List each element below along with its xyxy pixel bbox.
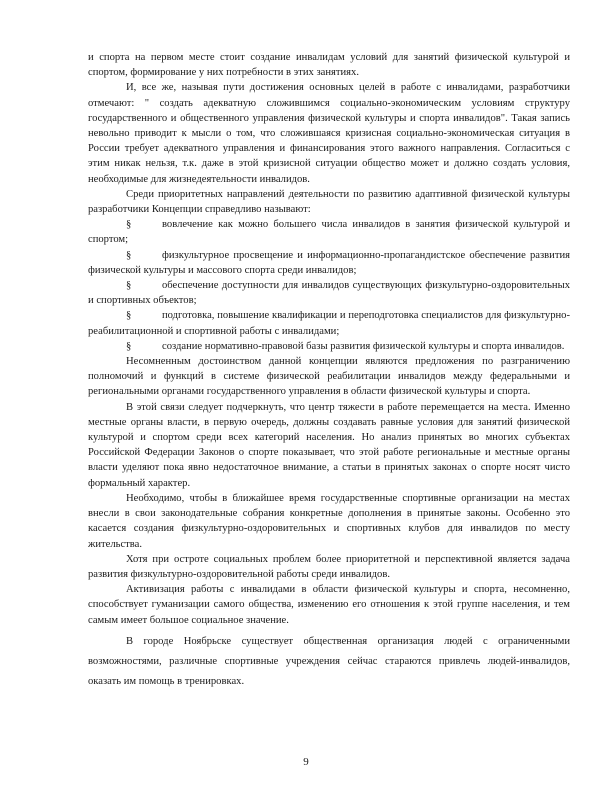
- paragraph-continuation: и спорта на первом месте стоит создание инвалидам условий для занятий физической культурой и спортом, формирование у них потребности в этих занятиях.: [88, 52, 570, 79]
- list-item-text: физкультурное просвещение и информационно-пропагандистское обеспечение развития физической культуры и массового спорта среди инвалидов;: [88, 249, 570, 276]
- list-item: [88, 308, 570, 338]
- list-item-text: обеспечение доступности для инвалидов существующих физкультурно-оздоровительных и спортивных объектов;: [88, 280, 570, 307]
- list-item: [88, 278, 570, 308]
- section-sign: §: [126, 249, 132, 261]
- list-item: [88, 339, 570, 354]
- paragraph: Необходимо, чтобы в ближайшее время государственные спортивные организации на местах внесли в свои законодательные собрания конкретные дополнения в принятые законы. Особенно это касается создания физкультурно-оздоровительных и спортивных клубов для инвалидов по месту жительства.: [88, 492, 570, 550]
- paragraph: Несомненным достоинством данной концепции являются предложения по разграничению полномочий и функций в системе физической реабилитации инвалидов между федеральными и региональными органами государственного управления в области физической культуры и спорта.: [88, 356, 570, 398]
- paragraph: Среди приоритетных направлений деятельности по развитию адаптивной физической культуры разработчики Концепции справедливо называют:: [88, 188, 570, 216]
- list-item: [88, 248, 570, 278]
- list-item: [88, 217, 570, 247]
- body-text: [88, 50, 570, 692]
- paragraph: Хотя при остроте социальных проблем более приоритетной и перспективной является задача развития физкультурно-оздоровительной работы среди инвалидов.: [88, 553, 570, 580]
- list-item-text: вовлечение как можно большего числа инвалидов в занятия физической культурой и спортом;: [88, 219, 570, 246]
- paragraph: В этой связи следует подчеркнуть, что центр тяжести в работе перемещается на места. Именно местные органы власти, в первую очередь, должны создавать равные условия для занятий физической культурой и спортом среди всех категорий населения. Но анализ принятых во многих субъектах Российской Федерации Законов о спорте показывает, что этой работе региональные и местные органы власти уделяют пока явно недостаточное внимание, а статьи в принятых законах о спорте носят чисто формальный характер.: [88, 401, 570, 489]
- section-sign: §: [126, 340, 132, 352]
- page-number: 9: [303, 756, 309, 768]
- section-sign: §: [126, 280, 132, 292]
- list-item-text: подготовка, повышение квалификации и переподготовка специалистов для физкультурно-реабилитационной и спортивной работы с инвалидами;: [88, 310, 570, 337]
- paragraph: И, все же, называя пути достижения основных целей в работе с инвалидами, разработчики отмечают: " создать адекватную сложившимся социально-экономическим условиям структуру государственного и общественного управления физической культуры и спорта инвалидов". Такая запись невольно приводит к мысли о том, что сложившаяся кризисная социально-экономическая ситуация в России требует адекватного управления и финансирования этого важного направления. Согласиться с этим никак нельзя, т.к. даже в этой кризисной ситуации общество может и должно создать условия, необходимые для жизнедеятельности инвалидов.: [88, 82, 570, 185]
- section-sign: §: [126, 219, 132, 231]
- section-sign: §: [126, 310, 132, 322]
- paragraph: В городе Ноябрьске существует общественная организация людей с ограниченными возможностями, различные спортивные учреждения сейчас стараются привлечь людей-инвалидов, оказать им помощь в тренировках.: [88, 635, 570, 687]
- list-item-text: создание нормативно-правовой базы развития физической культуры и спорта инвалидов.: [162, 340, 565, 352]
- paragraph: Активизация работы с инвалидами в области физической культуры и спорта, несомненно, способствует гуманизации самого общества, изменению его отношения к этой группе населения, и тем самым имеет большое социальное значение.: [88, 584, 570, 626]
